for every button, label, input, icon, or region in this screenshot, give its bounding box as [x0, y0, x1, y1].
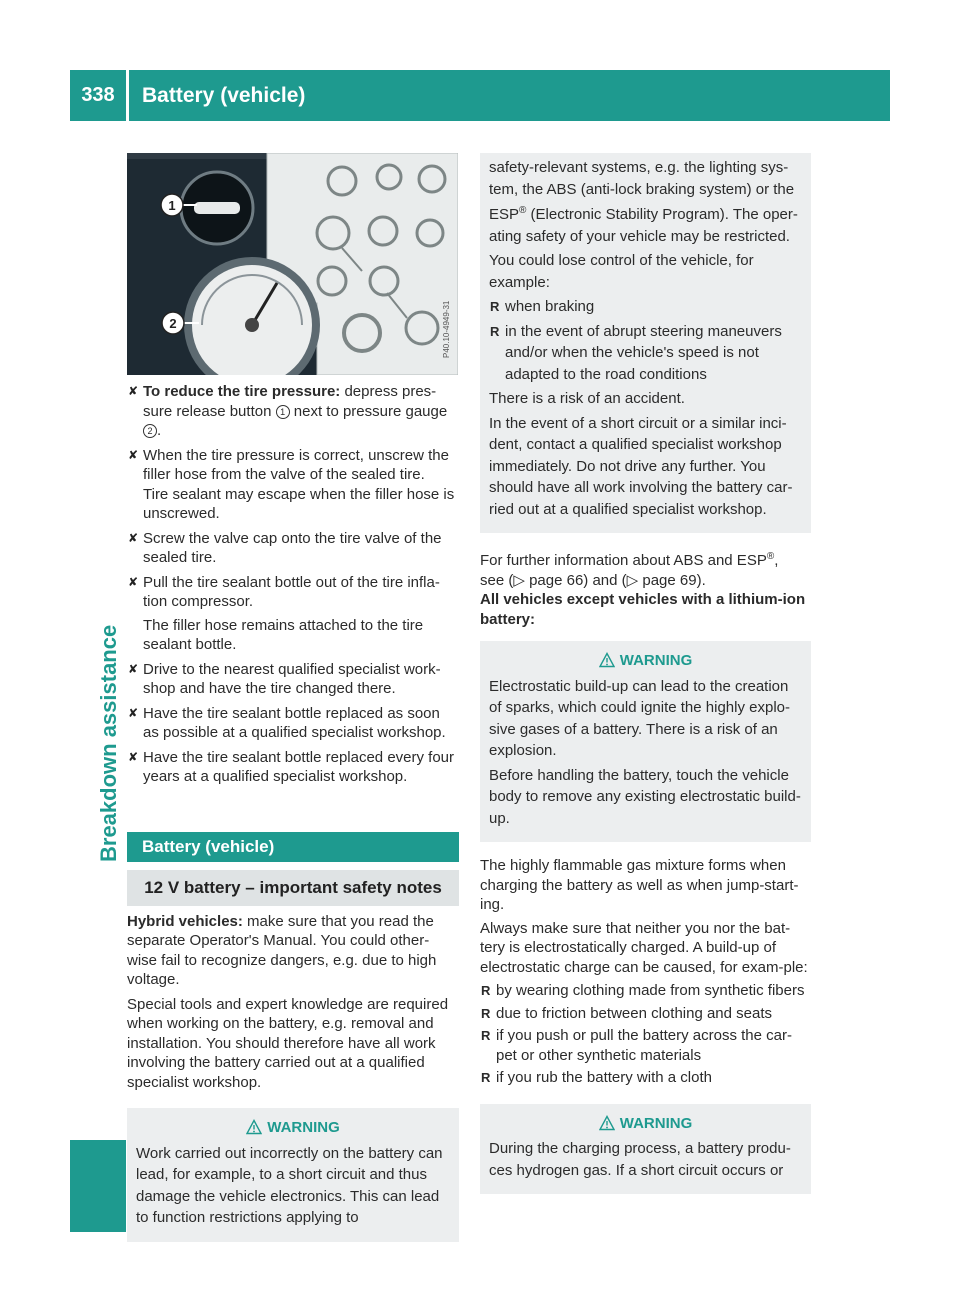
figure-code: P40.10-4949-31 [442, 300, 451, 358]
compressor-figure [127, 153, 458, 375]
side-label-text: Breakdown assistance [96, 624, 121, 862]
callout-2-label: 2 [169, 316, 177, 331]
step-replace-bottle: ✘ Have the tire sealant bottle replaced as soon as possible at a qualified specialist workshop. [128, 704, 446, 741]
header-title: Battery (vehicle) [142, 84, 306, 107]
step-arrow-icon: ✘ [128, 661, 139, 676]
warning-cont-p3: There is a risk of an accident. [489, 390, 685, 407]
step-pull-note: The filler hose remains attached to the tire sealant bottle. [143, 616, 424, 653]
step-arrow-icon: ✘ [128, 530, 139, 545]
warning-3-text: During the charging process, a battery produ-ces hydrogen gas. If a short circuit occurs or [489, 1140, 791, 1179]
bullet-icon: R [481, 1028, 491, 1043]
warning-1-text: Work carried out incorrectly on the battery can lead, for example, to a short circuit and thus damage the vehicle electronics. This can lead to function restrictions applying to [136, 1144, 443, 1226]
page-number: 338 [81, 84, 115, 106]
list-item: R when braking [489, 296, 802, 318]
list-item: R if you push or pull the battery across the car-pet or other synthetic materials [481, 1027, 792, 1064]
list-item: R if you rub the battery with a cloth [481, 1069, 712, 1086]
page-ref-66: page 66) and ( [524, 571, 627, 589]
step-arrow-icon: ✘ [128, 574, 139, 589]
flammable-paragraph: The highly flammable gas mixture forms when charging the battery as well as when jump-start-ing. [480, 857, 799, 913]
side-color-block [70, 1140, 126, 1232]
left-column [127, 153, 459, 1242]
callout-ref-1: 1 [276, 405, 290, 419]
side-section-label [84, 624, 121, 862]
step-arrow-icon: ✘ [128, 749, 139, 764]
step-reduce-pressure: ✘ To reduce the tire pressure: depress pres-sure release button 1 next to pressure gauge 2 . [128, 383, 448, 439]
warning-box-1 [127, 1108, 459, 1242]
warning-triangle-icon [599, 1115, 615, 1131]
lithium-heading: All vehicles except vehicles with a lithium-ion battery: [480, 591, 806, 628]
page-ref-69: page 69). [638, 571, 706, 589]
warning-triangle-icon [246, 1119, 262, 1135]
warning-cont-p4: In the event of a short circuit or a similar inci-dent, contact a qualified specialist workshop immediately. Do not drive any further. You should have all work involving the battery car-ried out at a qualified specialist workshop. [489, 414, 793, 518]
step-arrow-icon: ✘ [128, 384, 139, 398]
hybrid-paragraph: Hybrid vehicles: make sure that you read the separate Operator's Manual. You could other-wise fail to recognize dangers, e.g. due to high voltage. [127, 912, 437, 988]
header-divider [126, 70, 129, 121]
warning-box-3 [480, 1104, 811, 1195]
page-header [70, 70, 890, 121]
callout-ref-2: 2 [143, 424, 157, 438]
step-pull-bottle: ✘ Pull the tire sealant bottle out of the tire infla-tion compressor. [128, 573, 440, 610]
list-item: R by wearing clothing made from synthetic fibers [481, 982, 805, 999]
bullet-icon: R [481, 1070, 491, 1085]
special-tools-paragraph: Special tools and expert knowledge are required when working on the battery, e.g. removal and installation. You should therefore have all work involving the battery carried out at a qualified specialist workshop. [127, 995, 449, 1091]
page-ref-arrow-icon: ▷ [513, 571, 525, 589]
bullet-icon: R [490, 299, 500, 314]
step-unscrew-hose: ✘ When the tire pressure is correct, unscrew the filler hose from the valve of the sealed tire. [128, 446, 449, 483]
step-arrow-icon: ✘ [128, 705, 139, 720]
step-drive-workshop: ✘ Drive to the nearest qualified specialist work-shop and have the tire changed there. [128, 660, 441, 697]
callout-1-label: 1 [168, 198, 176, 213]
right-column [480, 153, 811, 1194]
warning-triangle-icon [599, 652, 615, 668]
warning-box-2 [480, 641, 811, 842]
electrostatic-paragraph: Always make sure that neither you nor the bat-tery is electrostatically charged. A build-up of electrostatic charge can be caused, for exam-ple: [480, 919, 808, 976]
list-item: R due to friction between clothing and seats [481, 1004, 773, 1022]
section-title: Battery (vehicle) [127, 832, 459, 862]
warning-box-continued [480, 153, 811, 533]
subsection-title: 12 V battery – important safety notes [127, 870, 459, 906]
warning-cont-p1: safety-relevant systems, e.g. the lighting sys-tem, the ABS (anti-lock braking system) or the ESP® (Electronic Stability Program). The oper-ating safety of your vehicle may be restricted. [489, 159, 798, 245]
bullet-icon: R [490, 323, 500, 339]
warning-2-p1: Electrostatic build-up can lead to the creation of sparks, which could ignite the highly explo-sive gases of a battery. There is a risk of an explosion. [489, 677, 790, 759]
step-unscrew-note: Tire sealant may escape when the filler hose is unscrewed. [143, 485, 455, 522]
warning-title: WARNING [489, 650, 802, 672]
list-item: R in the event of abrupt steering maneuvers and/or when the vehicle's speed is not adapted to the road conditions [490, 322, 782, 383]
bullet-icon: R [481, 1005, 491, 1021]
warning-title: WARNING [136, 1117, 450, 1139]
page-ref-arrow-icon: ▷ [626, 571, 639, 589]
warning-title: WARNING [489, 1113, 802, 1135]
step-replace-every-four-years: ✘ Have the tire sealant bottle replaced every four years at a qualified specialist workshop. [128, 748, 455, 785]
warning-cont-p2: You could lose control of the vehicle, for example: [489, 252, 754, 291]
compressor-illustration [127, 153, 458, 375]
step-screw-cap: ✘ Screw the valve cap onto the tire valve of the sealed tire. [128, 529, 442, 566]
warning-2-p2: Before handling the battery, touch the vehicle body to remove any existing electrostatic build-up. [489, 766, 801, 827]
further-info-paragraph: For further information about ABS and ESP®, see (▷ page 66) and (▷ page 69). [480, 551, 779, 589]
step-arrow-icon: ✘ [128, 447, 139, 462]
bullet-icon: R [481, 983, 491, 998]
